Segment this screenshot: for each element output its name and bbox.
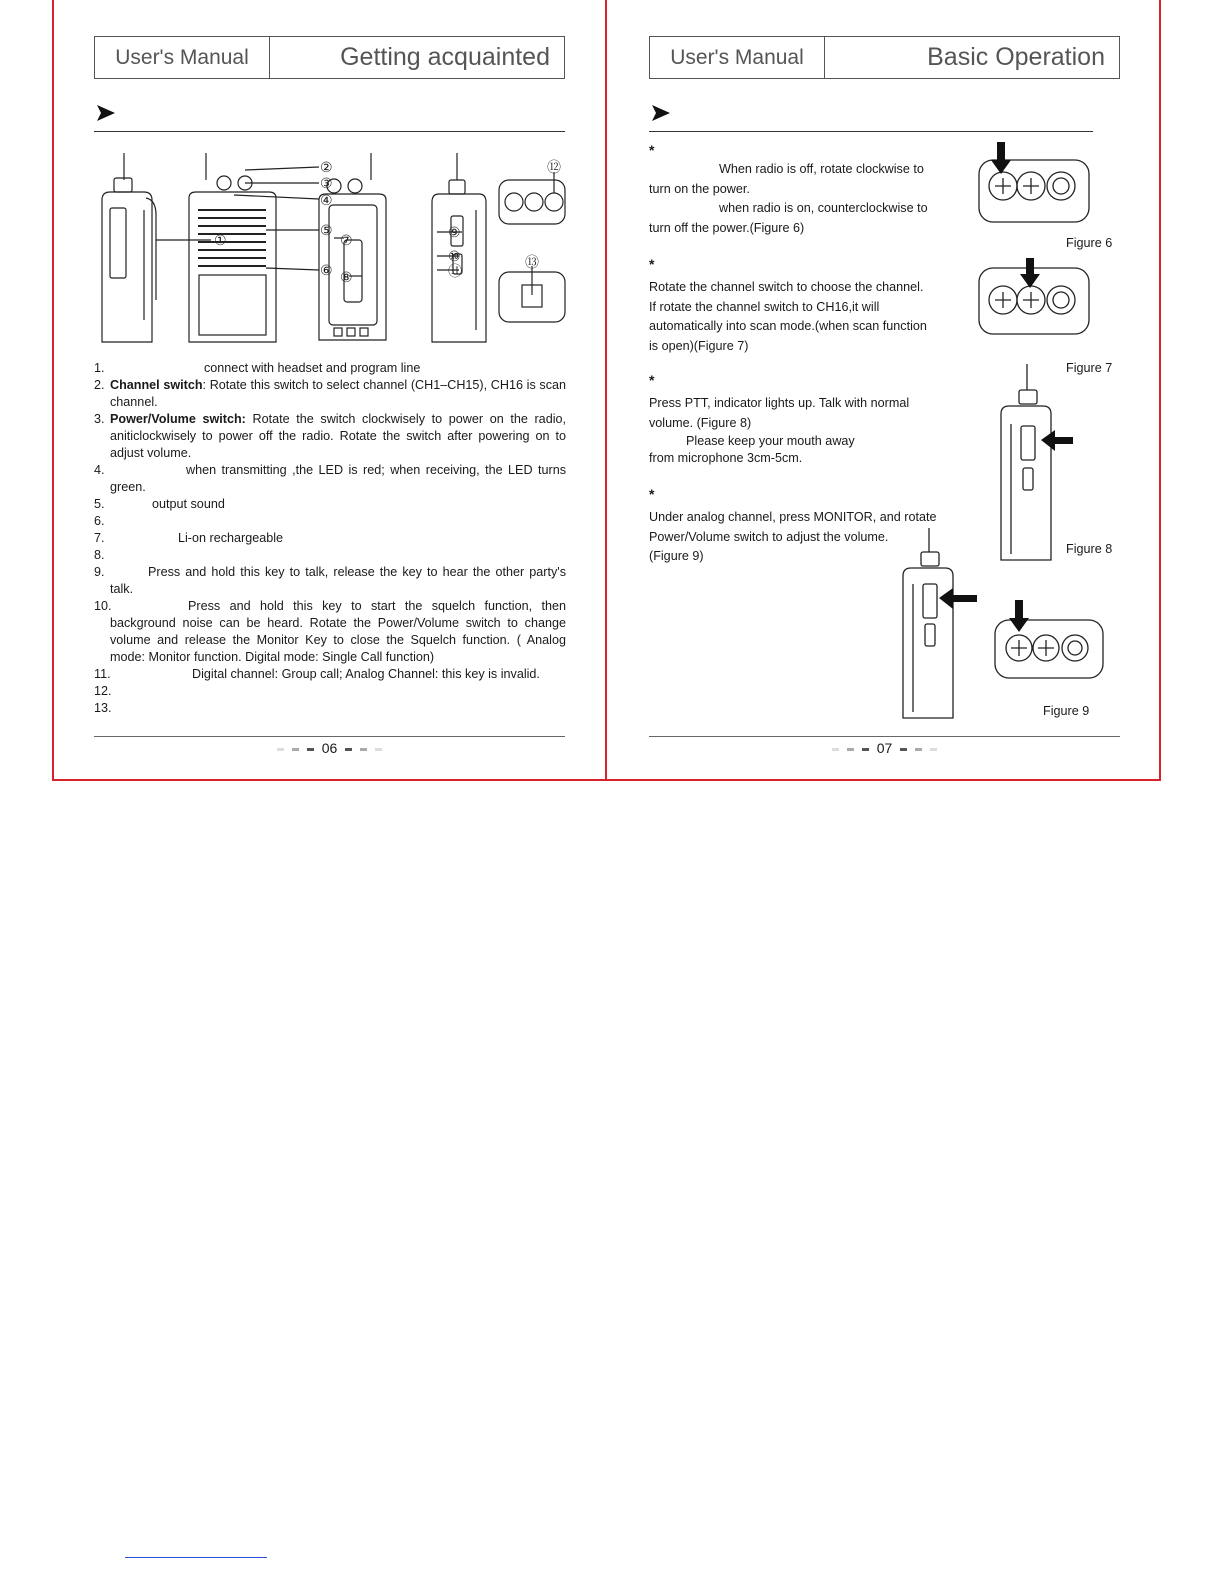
link-underline[interactable] <box>125 1557 267 1558</box>
callout-13: ⑬ <box>525 255 539 271</box>
callout-2: ② <box>320 160 333 176</box>
radio-parts-diagram <box>94 150 568 350</box>
list-item: 11. Digital channel: Group call; Analog Channel: this key is invalid. <box>94 667 540 681</box>
figure-6-top-view <box>975 142 1093 232</box>
figure-7-top-view <box>975 258 1093 344</box>
parts-list <box>94 360 566 717</box>
right-page <box>605 0 1161 781</box>
section-title: Getting acquainted <box>340 43 550 71</box>
list-item: 3. Power/Volume switch: Rotate the switch clockwisely to power on the radio, aniticlockwisely to power off the radio. Rotate the switch after powering on to adjust volume. <box>94 412 566 460</box>
callout-1: ① <box>214 233 227 249</box>
list-item: 4. when transmitting ,the LED is red; when receiving, the LED turns green. <box>94 463 566 494</box>
callout-3: ③ <box>320 176 333 192</box>
manual-title: User's Manual <box>650 37 825 78</box>
section-rule <box>649 100 1093 132</box>
instruction-block-power: * When radio is off, rotate clockwise to turn on the power. when radio is on, counterclockwise to turn off the power.(Figure 6) <box>649 142 928 235</box>
list-item: 1. connect with headset and program line <box>94 361 421 375</box>
right-header <box>649 36 1120 79</box>
figure-9-side-view <box>895 528 979 720</box>
figure-9-caption: Figure 9 <box>1043 704 1090 718</box>
callout-8: ⑧ <box>340 270 353 286</box>
manual-spread <box>52 0 1161 781</box>
list-item: 12. <box>94 684 112 698</box>
section-title: Basic Operation <box>927 43 1105 71</box>
page-number: 07 <box>649 740 1120 756</box>
left-header <box>94 36 565 79</box>
instruction-block-channel: * Rotate the channel switch to choose the channel. If rotate the channel switch to CH16,it will automatically into scan mode.(when scan function is open)(Figure 7) <box>649 256 927 353</box>
list-item: 13. <box>94 701 112 715</box>
list-item: 2. Channel switch: Rotate this switch to select channel (CH1–CH15), CH16 is scan channel. <box>94 378 566 409</box>
callout-9: ⑨ <box>448 225 461 241</box>
callout-6: ⑥ <box>320 263 333 279</box>
callout-4: ④ <box>320 193 333 209</box>
callout-7: ⑦ <box>340 233 353 249</box>
callout-11: ⑪ <box>448 264 462 280</box>
figure-8-side-view <box>993 364 1073 564</box>
callout-5: ⑤ <box>320 223 333 239</box>
page-number: 06 <box>94 740 565 756</box>
left-page <box>52 0 607 781</box>
section-rule <box>94 100 565 132</box>
left-footer <box>94 736 565 758</box>
instruction-block-ptt: * Press PTT, indicator lights up. Talk with normal volume. (Figure 8) Please keep your mouth away from microphone 3cm-5cm. <box>649 372 910 465</box>
list-item: 10. Press and hold this key to start the squelch function, then background noise can be heard. Rotate the Power/Volume switch to change volume and release the Monitor Key to close the Squelch function. ( Analog mode: Monitor function. Digital mode: Single Call function) <box>94 599 566 664</box>
list-item: 6. <box>94 514 105 528</box>
arrow-icon <box>651 103 671 123</box>
list-item: 5. output sound <box>94 497 225 511</box>
figure-7-caption: Figure 7 <box>1066 361 1113 375</box>
list-item: 9. Press and hold this key to talk, release the key to hear the other party's talk. <box>94 565 566 596</box>
figure-8-caption: Figure 8 <box>1066 542 1113 556</box>
callout-12: ⑫ <box>547 160 561 176</box>
instruction-block-volume: * Under analog channel, press MONITOR, and rotate Power/Volume switch to adjust the volume. (Figure 9) <box>649 486 937 563</box>
list-item: 7. Li-on rechargeable <box>94 531 284 545</box>
list-item: 8. <box>94 548 105 562</box>
figure-6-caption: Figure 6 <box>1066 236 1113 250</box>
callout-10: ⑩ <box>448 249 461 265</box>
arrow-icon <box>96 103 116 123</box>
right-footer <box>649 736 1120 758</box>
manual-title: User's Manual <box>95 37 270 78</box>
figure-9-top-view <box>991 600 1107 684</box>
